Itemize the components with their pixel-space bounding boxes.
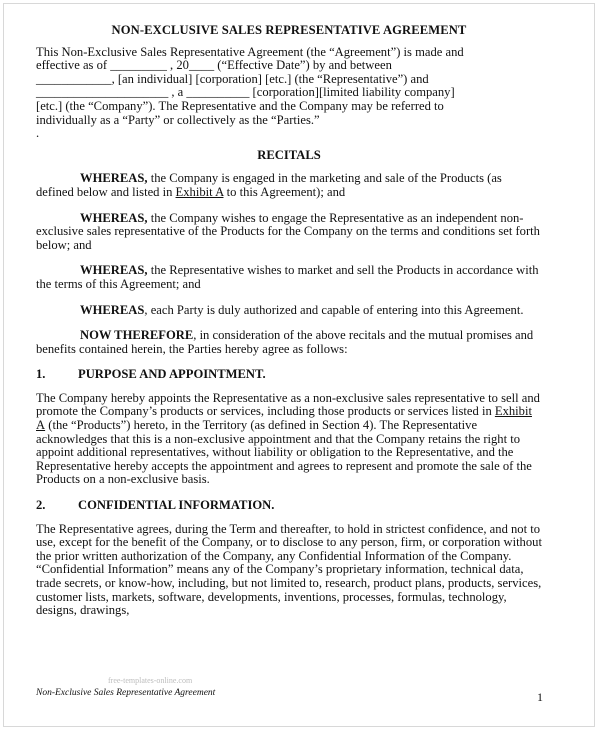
stray-period: .: [36, 126, 40, 141]
intro-line: individually as a “Party” or collectively as the “Parties.”: [36, 112, 320, 127]
section-number: 1.: [36, 367, 46, 382]
intro-line: ____________, [an individual] [corporation] [etc.] (the “Representative”) and: [36, 71, 429, 86]
intro-line: _____________________ , a __________ [corporation][limited liability company]: [36, 85, 455, 100]
section-1-heading: [36, 368, 542, 382]
exhibit-a-link[interactable]: Exhibit A: [175, 184, 224, 199]
section-1-body: The Company hereby appoints the Representative as a non-exclusive sales representative to sell and promote the Company’s products or services, including those products or services listed in Exhibit A (the “Products”) hereto, in the Territory (as defined in Section 4). The Representative acknowledges that this is a non-exclusive appointment and that the Company retains the right to appoint additional representatives, without liability or obligation to the Representative, and the Representative hereby accepts the appointment and agrees to represent and promote the sale of the Products on a non-exclusive basis.: [36, 390, 540, 487]
whereas-clause-1: WHEREAS, the Company is engaged in the marketing and sale of the Products (as defined below and listed in Exhibit A to this Agreement); and: [36, 171, 502, 199]
exhibit-a-link[interactable]: Exhibit A: [36, 404, 532, 433]
page-number: 1: [537, 690, 543, 704]
section-title: PURPOSE AND APPOINTMENT.: [78, 367, 266, 382]
whereas-lead: WHEREAS,: [80, 210, 148, 225]
whereas-lead: WHEREAS: [80, 302, 145, 317]
intro-line: [etc.] (the “Company”). The Representative and the Company may be referred to: [36, 98, 444, 113]
section-number: 2.: [36, 498, 46, 513]
now-therefore-clause: NOW THEREFORE, in consideration of the above recitals and the mutual promises and benefits contained herein, the Parties hereby agree as follows:: [36, 328, 534, 356]
document-title: NON-EXCLUSIVE SALES REPRESENTATIVE AGREEMENT: [111, 23, 467, 37]
watermark: free-templates-online.com: [108, 676, 193, 685]
section-2-body: The Representative agrees, during the Term and thereafter, to hold in strictest confidence, and not to use, except for the benefit of the Company, or to disclose to any person, firm, or corporation without the prior written authorization of the Company, any Confidential Information of the Company. “Confidential Information” means any of the Company’s proprietary information, technical data, trade secrets, or know-how, including, but not limited to, research, product plans, products, services, customer lists, markets, software, developments, inventions, processes, formulas, technology, designs, drawings,: [36, 521, 542, 618]
whereas-lead: WHEREAS,: [80, 171, 148, 186]
document-body: [36, 24, 542, 630]
now-therefore-lead: NOW THEREFORE: [80, 328, 194, 343]
whereas-clause-2: WHEREAS, the Company wishes to engage the Representative as an independent non-exclusive sales representative of the Products for the Company on the terms and conditions set forth below; and: [36, 210, 540, 252]
intro-line: This Non-Exclusive Sales Representative Agreement (the “Agreement”) is made and: [36, 44, 464, 59]
intro-paragraph: [36, 46, 542, 128]
whereas-clause-3: WHEREAS, the Representative wishes to market and sell the Products in accordance with the terms of this Agreement; and: [36, 263, 539, 291]
whereas-lead: WHEREAS,: [80, 263, 148, 278]
intro-line: effective as of _________ , 20____ (“Effective Date”) by and between: [36, 58, 392, 73]
section-2-heading: [36, 499, 542, 513]
footer-title: Non-Exclusive Sales Representative Agreement: [36, 688, 216, 698]
section-title: CONFIDENTIAL INFORMATION.: [78, 498, 275, 513]
recitals-heading: RECITALS: [257, 147, 321, 162]
whereas-clause-4: WHEREAS, each Party is duly authorized and capable of entering into this Agreement.: [80, 302, 524, 317]
